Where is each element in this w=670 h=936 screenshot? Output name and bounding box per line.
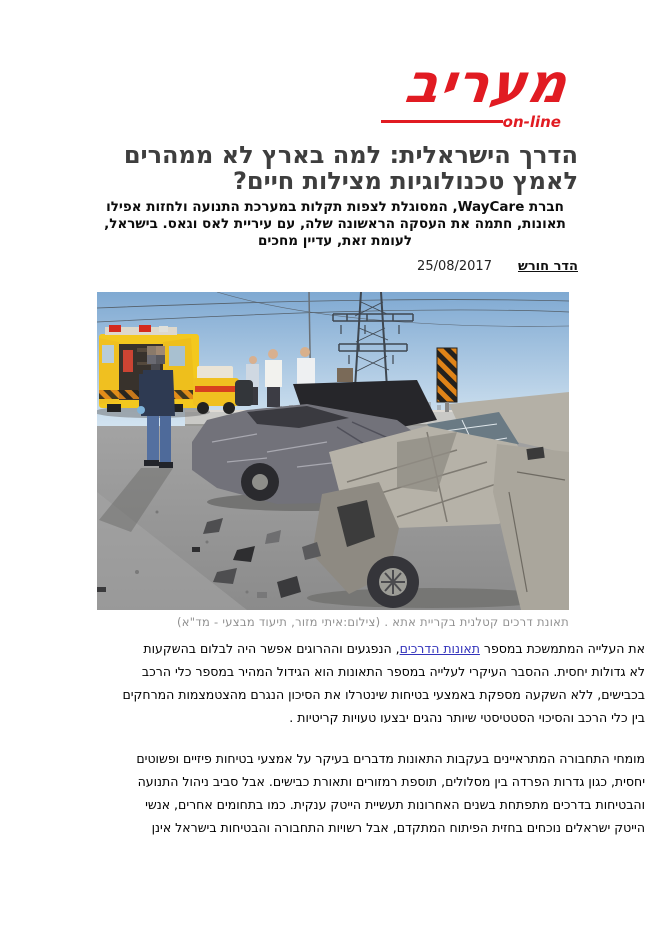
subhead-line-1: חברת WayCare, המסוגלת לצפות תקלות במערכת התנועה ולחזות אפילו bbox=[106, 199, 564, 215]
p1-line-1 bbox=[112, 637, 645, 660]
subhead-line-2: תאונות, חתמה את העסקה הראשונה שלה, עם עיריית לאס וגאס. בישראל, bbox=[104, 216, 566, 232]
headline-line-2: לאמץ טכנולוגיות מצילות חיים? bbox=[233, 167, 578, 195]
author-link[interactable]: הדר חורש bbox=[517, 259, 578, 274]
photo-caption: תאונת דרכים קטלנית בקריית אתא . (צילום:איתי מזור, תיעוד מבצעי - מד"א) bbox=[177, 615, 569, 629]
road-accidents-link[interactable]: תאונות הדרכים bbox=[399, 641, 480, 656]
paragraph-2 bbox=[112, 747, 645, 839]
headline-line-1: הדרך הישראלית: למה בארץ לא ממהרים bbox=[123, 141, 578, 169]
logo-rule bbox=[381, 120, 503, 123]
hazard-sign bbox=[437, 348, 457, 412]
article-headline bbox=[92, 142, 578, 194]
p1-line-4: בין כלי הרכב והסיכוי הסטטיסטי שיותר נהגים יבצעו טעויות קריטיות . bbox=[289, 710, 645, 725]
p1-line-3: בכבישים, ללא השקעה מספקת באמצעי בטיחות שינטרלו את הסיכון הנגרם מהצטמצמות המרחקים bbox=[122, 687, 645, 702]
subhead-line-3: לעומת זאת, עדיין מחכים bbox=[257, 233, 413, 249]
p1-text-after-link: , הנפגעים וההרוגים אפשר היה לבלום בהשקעות bbox=[143, 641, 400, 656]
logo-tagline: on-line bbox=[502, 112, 561, 131]
p2-line-4: הייטק ישראלים נוכחים בחזית הפיתוח המתקדם, אבל רשויות התחבורה והבטיחות בישראל אינן bbox=[151, 820, 645, 835]
p2-line-2: יחסית, כגון גדרות הפרדה בין מסלולים, תוספת רמזורים ותאורת כבישים. אבל סביב ניהול התנועה bbox=[137, 774, 645, 789]
article-subhead bbox=[92, 199, 578, 250]
article-body bbox=[112, 637, 645, 839]
byline bbox=[417, 259, 578, 274]
p1-text-before-link: את העלייה המתמשכת במספר bbox=[479, 641, 645, 656]
paragraph-1 bbox=[112, 637, 645, 729]
masthead bbox=[381, 52, 572, 131]
maariv-logo[interactable]: מעריב bbox=[401, 52, 572, 115]
logo-underline-row bbox=[381, 113, 567, 131]
publish-date: 25/08/2017 bbox=[417, 259, 492, 274]
p2-line-1: מומחי התחבורה המתראיינים בעקבות התאונות מדברים בעיקר על אמצעי בטיחות פיזיים ופשוטים bbox=[136, 751, 645, 766]
p1-line-2: לא גדולות יחסית. ההסבר העיקרי לעלייה במספר התאונות הוא הגידול המהיר במספר כלי הרכב bbox=[141, 664, 645, 679]
p2-line-3: והבטיחות בדרכים מתפתחת בשנים האחרונות תעשיית הייטק ענקית. כמו בתחומים אחרים, אנשי bbox=[145, 797, 645, 812]
article-photo bbox=[97, 292, 569, 610]
